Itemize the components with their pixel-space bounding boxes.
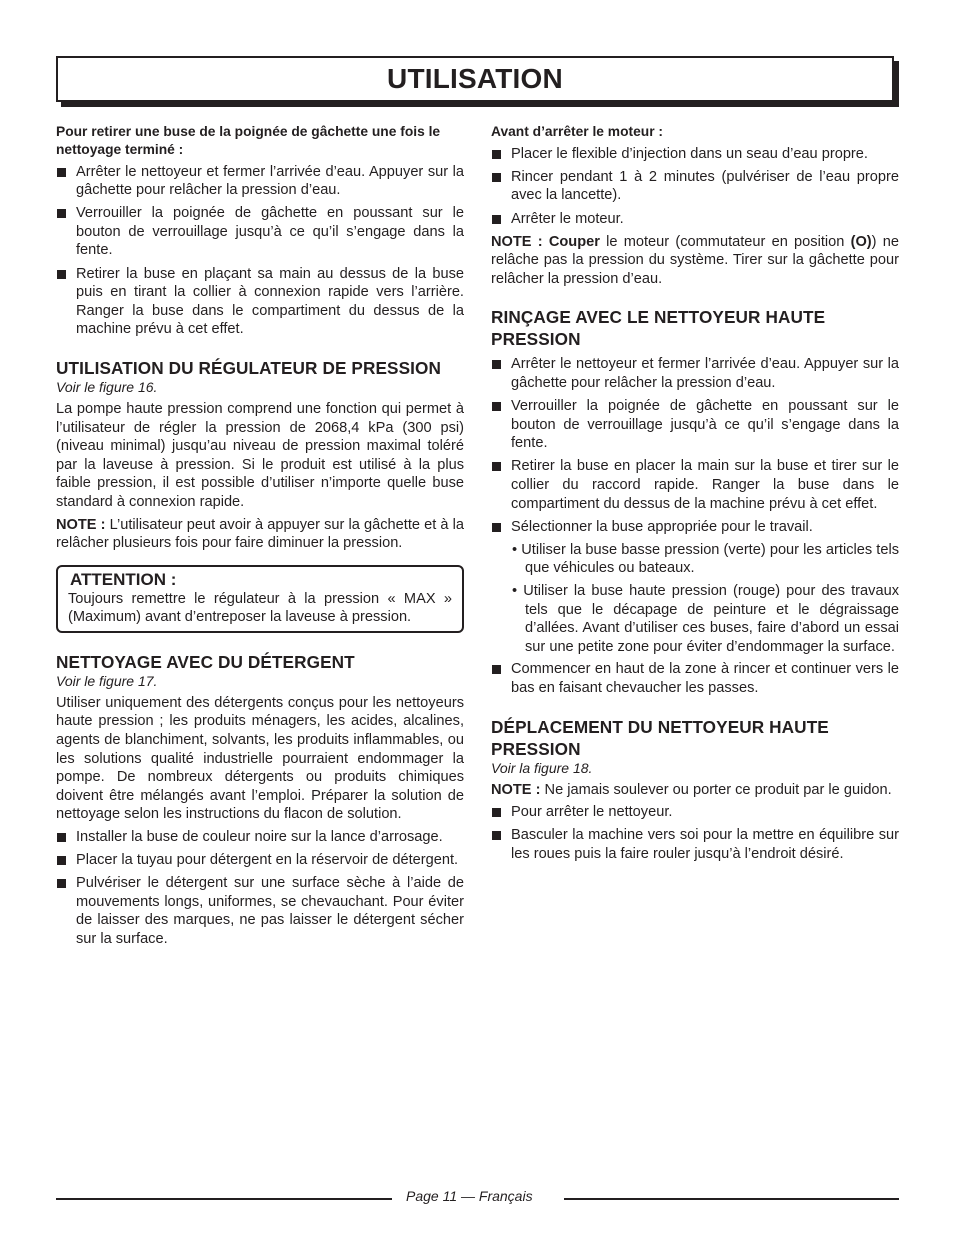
moving-list: [491, 803, 899, 863]
regulator-note: [56, 516, 464, 553]
detergent-body: Utiliser uniquement des détergents conçus pour les nettoyeurs haute pression ; les produits ménagers, les acides, alcalines, agents de blanchiment, solvants, les produits inflammables, ou les solutions qualité industrielle pourraient endommager la pompe. De nombreux détergents ou produits chimiques doivent être mélangés avant l’emploi. Préparer la solution de nettoyage selon les instructions du flacon de solution.: [56, 694, 464, 823]
stop-engine-intro: Avant d’arrêter le moteur :: [491, 124, 663, 139]
list-item: Installer la buse de couleur noire sur la lance d’arrosage.: [56, 828, 464, 847]
list-item: Pulvériser le détergent sur une surface sèche à l’aide de mouvements longs, uniformes, se chevauchant. Pour éviter de laisser des marques, ne pas laisser le détergent sécher sur la surface.: [56, 874, 464, 948]
sub-list-item: • Utiliser la buse haute pression (rouge) pour des travaux tels que le décapage de peinture et le dégraissage d’allées. Avant d’utiliser ces buses, faire d’abord un essai sur une petite zone pour éviter d’endommager la surface.: [512, 582, 899, 655]
left-column: [56, 123, 464, 953]
note-label: NOTE :: [491, 781, 541, 798]
list-item: Arrêter le moteur.: [491, 210, 899, 229]
list-item: Sélectionner la buse appropriée pour le travail.: [491, 518, 899, 537]
note-text: ) ne relâche pas la pression du système. Tirer sur la gâchette pour relâcher la pression d’eau.: [491, 233, 899, 287]
moving-note: [491, 781, 899, 800]
stop-engine-list: [491, 145, 899, 228]
list-item: Pour arrêter le nettoyeur.: [491, 803, 899, 822]
list-item: Commencer en haut de la zone à rincer et continuer vers le bas en faisant chevaucher les passes.: [491, 660, 899, 697]
attention-box: [56, 565, 464, 633]
note-text: Ne jamais soulever ou porter ce produit par le guidon.: [540, 781, 892, 798]
list-item: Retirer la buse en placer la main sur la buse et tirer sur le collier du raccord rapide. Ranger la buse dans le compartiment du dessus de la machine prévu à cet effet.: [491, 457, 899, 513]
nozzle-sub-list: [491, 541, 899, 657]
nozzle-removal-intro: Pour retirer une buse de la poignée de gâchette une fois le nettoyage terminé :: [56, 124, 441, 157]
footer-rule-right: [564, 1198, 899, 1200]
attention-text: Toujours remettre le régulateur à la pression « MAX » (Maximum) avant d’entreposer la laveuse à pression.: [68, 590, 452, 626]
list-item: Placer le flexible d’injection dans un seau d’eau propre.: [491, 145, 899, 164]
list-item: Arrêter le nettoyeur et fermer l’arrivée d’eau. Appuyer sur la gâchette pour relâcher la pression d’eau.: [491, 355, 899, 392]
note-label: NOTE : Couper: [491, 233, 600, 250]
list-item: Retirer la buse en plaçant sa main au dessus de la buse puis en tirant la collier à connexion rapide vers l’arrière. Ranger la buse dans le compartiment du dessus de la machine prévu à cet effet.: [56, 265, 464, 339]
stop-engine-note: [491, 233, 899, 289]
right-column: [491, 123, 899, 868]
list-item: Arrêter le nettoyeur et fermer l’arrivée d’eau. Appuyer sur la gâchette pour relâcher la pression d’eau.: [56, 163, 464, 200]
detergent-heading: NETTOYAGE AVEC DU DÉTERGENT: [56, 651, 355, 672]
page-footer: [56, 1186, 899, 1206]
attention-title: ATTENTION :: [70, 569, 177, 589]
regulator-heading: UTILISATION DU RÉGULATEUR DE PRESSION: [56, 357, 442, 378]
list-item: Placer la tuyau pour détergent en la réservoir de détergent.: [56, 851, 464, 870]
detergent-list: [56, 828, 464, 949]
sub-list-item: • Utiliser la buse basse pression (verte) pour les articles tels que véhicules ou bateaux.: [512, 541, 899, 577]
list-item: Basculer la machine vers soi pour la mettre en équilibre sur les roues puis la faire rouler jusqu’à l’endroit désiré.: [491, 826, 899, 863]
list-item: Rincer pendant 1 à 2 minutes (pulvériser de l’eau propre avec la lancette).: [491, 168, 899, 205]
regulator-body: La pompe haute pression comprend une fonction qui permet à l’utilisateur de régler la pression de 2068,4 kPa (300 psi) (niveau minimal) jusqu’au niveau de pression maximal toléré par la laveuse à pression. Si le produit est utilisé à la plus faible pression, il est possible d’utiliser n’importe quelle buse standard à connexion rapide.: [56, 400, 464, 510]
note-text: L’utilisateur peut avoir à appuyer sur la gâchette et à la relâcher plusieurs fois pour faire diminuer la pression.: [56, 516, 464, 552]
moving-heading: DÉPLACEMENT DU NETTOYEUR HAUTE PRESSION: [491, 716, 829, 759]
footer-rule-left: [56, 1198, 392, 1200]
moving-figure-ref: Voir la figure 18.: [491, 759, 593, 776]
rinse-heading: RINÇAGE AVEC LE NETTOYEUR HAUTE PRESSION: [491, 307, 826, 350]
page-number: Page 11 — Français: [406, 1188, 533, 1204]
note-label: NOTE :: [56, 516, 106, 533]
list-item: Verrouiller la poignée de gâchette en poussant sur le bouton de verrouillage jusqu’à ce qu’il s’engage dans la fente.: [56, 204, 464, 260]
page-title-box: [56, 56, 894, 102]
note-text: le moteur (commutateur en position: [599, 233, 851, 250]
note-position: (O): [850, 233, 872, 250]
detergent-figure-ref: Voir le figure 17.: [56, 672, 158, 689]
list-item: Verrouiller la poignée de gâchette en poussant sur le bouton de verrouillage jusqu’à ce qu’il s’engage dans la fente.: [491, 397, 899, 453]
rinse-list-end: [491, 660, 899, 697]
rinse-list: [491, 355, 899, 536]
nozzle-removal-list: [56, 163, 464, 339]
regulator-figure-ref: Voir le figure 16.: [56, 378, 158, 395]
page-title: UTILISATION: [387, 63, 563, 94]
